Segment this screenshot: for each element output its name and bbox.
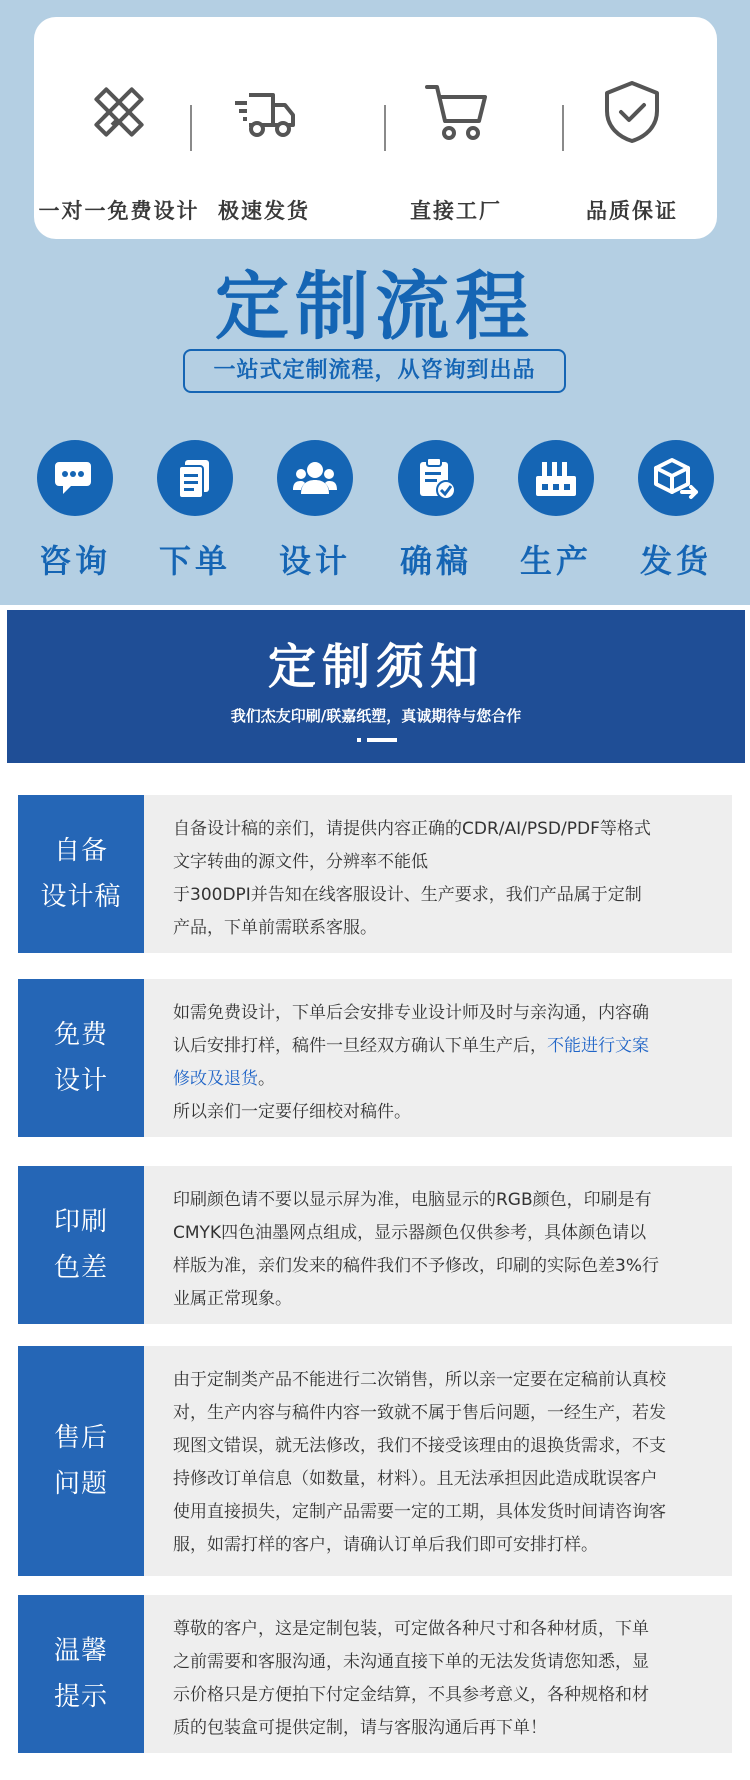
text-line: 之前需要和客服沟通，未沟通直接下单的无法发货请您知悉，显: [173, 1652, 649, 1672]
truck-icon: [229, 77, 299, 147]
process-subtitle: 一站式定制流程，从咨询到出品: [183, 349, 566, 393]
text-line: 对，生产内容与稿件内容一致就不属于售后问题，一经生产，若发: [173, 1403, 666, 1423]
highlight-text: 修改及退货: [173, 1069, 258, 1089]
notice-row-after-sales: [18, 1346, 732, 1576]
text-segment: 认后安排打样，稿件一旦经双方确认下单生产后，: [173, 1036, 547, 1056]
text-line: 尊敬的客户，这是定制包装，可定做各种尺寸和各种材质，下单: [173, 1619, 649, 1639]
text-segment: 。: [258, 1069, 275, 1089]
text-line: CMYK四色油墨网点组成，显示器颜色仅供参考，具体颜色请以: [173, 1223, 647, 1243]
text-line: 现图文错误，就无法修改，我们不接受该理由的退换货需求，不支: [173, 1436, 666, 1456]
feature-direct-factory: [371, 17, 541, 239]
step-design: [265, 440, 365, 582]
documents-icon: [171, 454, 219, 502]
text-line: [173, 1030, 718, 1063]
text-line: 使用直接损失，定制产品需要一定的工期，具体发货时间请咨询客: [173, 1502, 666, 1522]
text-line: [173, 1063, 718, 1096]
features-card: [34, 17, 717, 239]
feature-label: 直接工厂: [410, 199, 502, 223]
notice-row-color-difference: [18, 1166, 732, 1324]
notice-title: 定制须知: [267, 639, 484, 695]
highlight-text: 不能进行文案: [547, 1036, 649, 1056]
step-label: 咨询: [38, 542, 111, 580]
tag-line: 提示: [53, 1682, 108, 1712]
feature-quality-guarantee: [547, 17, 717, 239]
step-label: 生产: [519, 542, 592, 580]
title-dash-decoration: [357, 736, 397, 744]
text-line: 质的包装盒可提供定制，请与客服沟通后再下单！: [173, 1718, 547, 1738]
text-line: 示价格只是方便拍下付定金结算，不具参考意义，各种规格和材: [173, 1685, 649, 1705]
row-tag: [18, 979, 144, 1137]
notice-header: [7, 610, 745, 763]
tag-line: 设计: [53, 1066, 108, 1096]
tag-line: 色差: [53, 1253, 108, 1283]
factory-icon: [532, 454, 580, 502]
notice-row-own-design: [18, 795, 732, 953]
text-line: 所以亲们一定要仔细校对稿件。: [173, 1102, 411, 1122]
row-text: [173, 1364, 718, 1562]
step-consult: [25, 440, 125, 582]
shipping-box-icon: [652, 454, 700, 502]
step-ship: [626, 440, 726, 582]
row-tag: [18, 1166, 144, 1324]
text-line: 于300DPI并告知在线客服设计、生产要求，我们产品属于定制: [173, 885, 642, 905]
text-line: 文字转曲的源文件，分辨率不能低: [173, 852, 428, 872]
step-order: [145, 440, 245, 582]
row-text: [173, 997, 718, 1129]
text-line: 持修改订单信息（如数量，材料）。且无法承担因此造成耽误客户: [173, 1469, 658, 1489]
feature-label: 品质保证: [586, 199, 678, 223]
tag-line: 售后: [53, 1423, 108, 1453]
clipboard-check-icon: [412, 454, 460, 502]
text-line: 业属正常现象。: [173, 1289, 292, 1309]
text-line: 服，如需打样的客户，请确认订单后我们即可安排打样。: [173, 1535, 598, 1555]
text-line: 产品，下单前需联系客服。: [173, 918, 377, 938]
notice-row-free-design: [18, 979, 732, 1137]
tag-line: 问题: [53, 1469, 108, 1499]
text-line: 自备设计稿的亲们，请提供内容正确的CDR/AI/PSD/PDF等格式: [173, 819, 651, 839]
step-label: 设计: [278, 542, 351, 580]
users-icon: [291, 454, 339, 502]
step-confirm: [386, 440, 486, 582]
row-tag: [18, 1346, 144, 1576]
feature-label: 极速发货: [218, 199, 310, 223]
tag-line: 设计稿: [40, 882, 122, 912]
tag-line: 温馨: [53, 1636, 108, 1666]
text-line: 如需免费设计，下单后会安排专业设计师及时与亲沟通，内容确: [173, 1003, 649, 1023]
text-line: 样版为准，亲们发来的稿件我们不予修改，印刷的实际色差3%行: [173, 1256, 659, 1276]
row-tag: [18, 795, 144, 953]
shield-check-icon: [597, 77, 667, 147]
feature-label: 一对一免费设计: [38, 199, 200, 223]
text-line: 由于定制类产品不能进行二次销售，所以亲一定要在定稿前认真校: [173, 1370, 666, 1390]
row-text: [173, 813, 718, 945]
step-label: 确稿: [399, 542, 472, 580]
step-label: 发货: [639, 542, 712, 580]
pencil-ruler-icon: [84, 77, 154, 147]
cart-icon: [421, 77, 491, 147]
header-section: [0, 0, 750, 605]
process-title: 定制流程: [215, 264, 535, 350]
text-line: 印刷颜色请不要以显示屏为准，电脑显示的RGB颜色，印刷是有: [173, 1190, 652, 1210]
feature-fast-delivery: [179, 17, 349, 239]
tag-line: 免费: [53, 1020, 108, 1050]
chat-icon: [51, 454, 99, 502]
step-produce: [506, 440, 606, 582]
step-label: 下单: [158, 542, 231, 580]
notice-row-tips: [18, 1595, 732, 1753]
tag-line: 印刷: [53, 1207, 108, 1237]
row-text: [173, 1184, 718, 1316]
tag-line: 自备: [53, 836, 108, 866]
row-text: [173, 1613, 718, 1745]
row-tag: [18, 1595, 144, 1753]
notice-subtitle: 我们杰友印刷/联嘉纸塑，真诚期待与您合作: [230, 707, 522, 725]
